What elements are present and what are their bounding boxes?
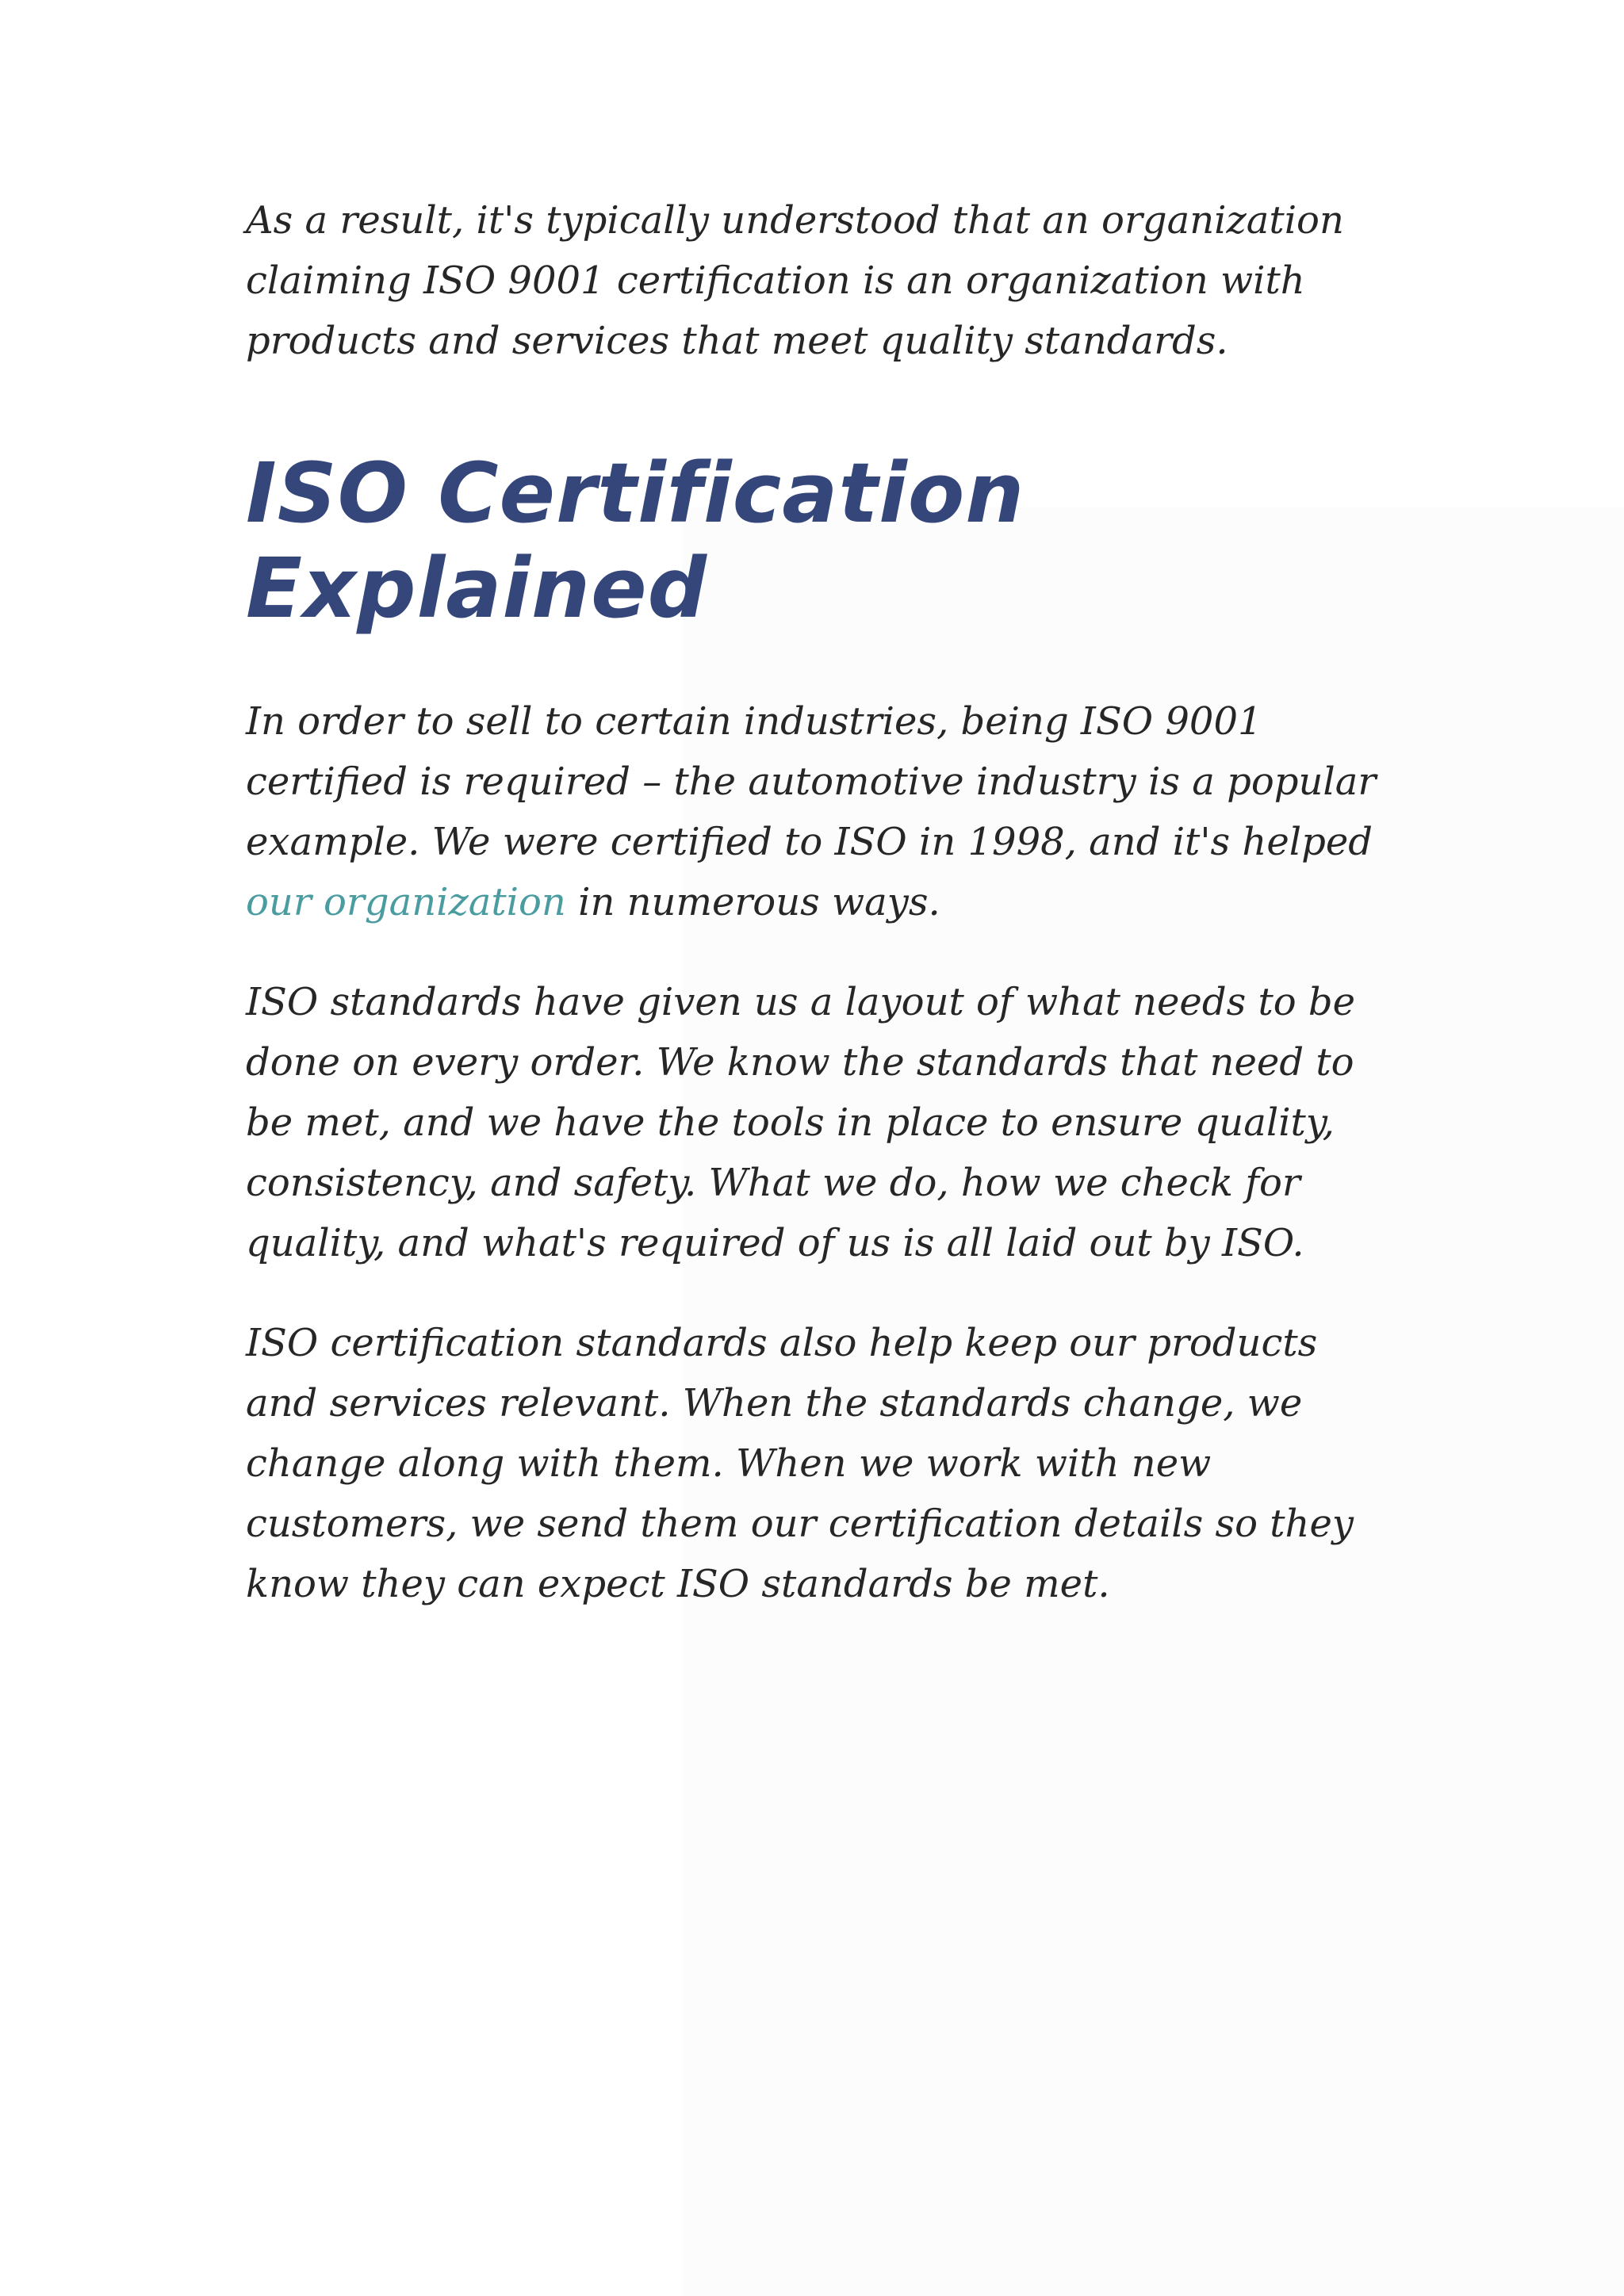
paragraph-relevance: ISO certification standards also help keep our products and services relevant. When the standards change, we change along with them. When we work with new customers, we send them our certification details so they know they can expect ISO standards be met. [246,1321,1354,1606]
intro-paragraph: As a result, it's typically understood that an organization claiming ISO 9001 certification is an organization with products and services that meet quality standards. [246,198,1344,363]
paragraph-certification [246,691,1396,932]
paragraph-spacer [246,932,1396,972]
paragraph-standards: ISO standards have given us a layout of what needs to be done on every order. We know the standards that need to be met, and we have the tools in place to ensure quality, consistency, and safety. What we do, how we check for quality, and what's required of us is all laid out by ISO. [246,980,1356,1265]
document-content [246,190,1396,1614]
paragraph-spacer [246,1273,1396,1313]
paragraph-certification-text-start: In order to sell to certain industries, being ISO 9001 certified is required – the automotive industry is a popular example. We were certified to ISO in 1998, and it's helped [246,699,1377,864]
our-organization-link[interactable]: our organization [246,880,566,924]
paragraph-certification-text-end: in numerous ways. [565,880,940,924]
section-heading: ISO Certification Explained [246,445,1025,637]
